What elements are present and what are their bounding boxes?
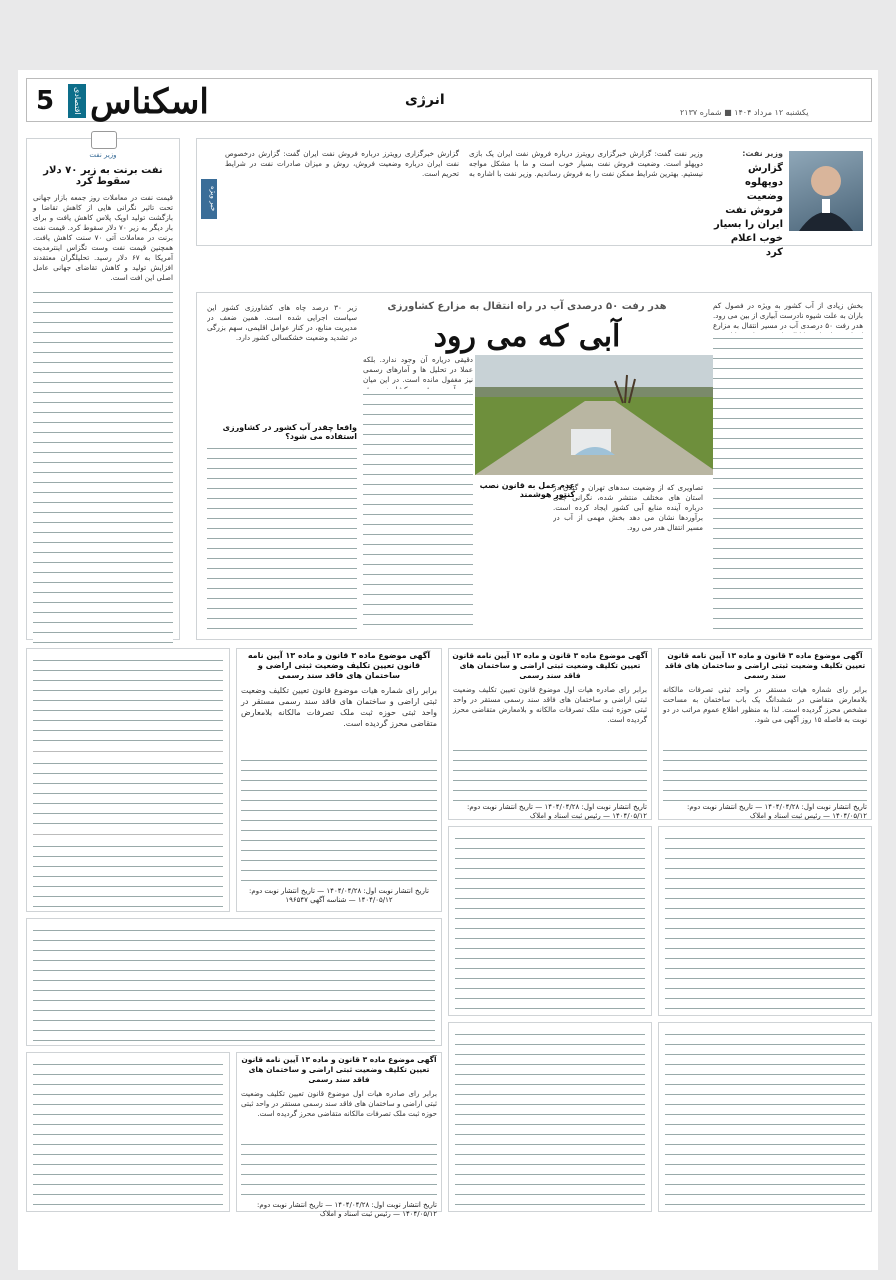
ad-notice-stack <box>26 648 230 912</box>
ad-text-lines <box>33 655 223 745</box>
ad-notice <box>448 1022 652 1212</box>
lead-kicker: وزیر نفت: <box>742 149 783 158</box>
main-col-1-lines <box>713 333 863 629</box>
ad-text-lines <box>663 745 867 801</box>
main-subhead-2: واقعا چقدر آب کشور در کشاورزی استفاده می شود؟ <box>222 423 357 441</box>
page-number: 5 <box>36 86 55 116</box>
ad-text-lines <box>33 758 223 828</box>
ad-notice <box>448 826 652 1016</box>
ad-title: آگهی موضوع ماده ۳ قانون و ماده ۱۳ آیین نامه قانون تعیین تکلیف وضعیت ثبتی اراضی و ساختمان های فاقد سند رسمی <box>241 1055 437 1084</box>
main-subhead-1: عدم عمل به قانون نصب کنتور هوشمند <box>479 481 575 499</box>
ad-notice <box>236 1052 442 1218</box>
ad-notice <box>658 1022 872 1212</box>
brand-logo: اسکناس <box>90 82 209 122</box>
minister-photo <box>789 151 863 231</box>
lead-title: گزارش دوپهلوه وضعیت فروش نفت ایران را بسیار خوب اعلام کرد <box>713 163 783 258</box>
ad-footer: تاریخ انتشار نوبت اول: ۱۴۰۴/۰۴/۲۸ — تاریخ انتشار نوبت دوم: ۱۴۰۴/۰۵/۱۲ — رئیس ثبت اسناد و املاک <box>687 803 867 820</box>
column-badge: وزیر نفت <box>89 151 117 159</box>
lead-credit: خبر ویژه <box>201 179 217 219</box>
ad-text-lines <box>241 1139 437 1199</box>
main-col-1: بخش زیادی از آب کشور به ویژه در فصول کم باران به علت شیوه نادرست آبیاری از بین می رود. هدر رفت ۵۰ درصدی آب در مسیر انتقال به مزارع <box>713 301 863 330</box>
main-col-4: زیر ۳۰ درصد چاه های کشاورزی کشور این سیاست اجرایی شده است. همین ضعف در مدیریت منابع، در کنار عوامل اقلیمی، سهم بزرگی در تشدید وضعیت خشکسالی کشور دارد. <box>207 303 357 342</box>
farm-photo <box>475 355 721 475</box>
main-col-3-lines <box>363 389 473 627</box>
ad-title: آگهی موضوع ماده ۳ قانون و ماده ۱۳ آیین نامه قانون تعیین تکلیف وضعیت ثبتی اراضی و ساختمان های فاقد سند رسمی <box>452 651 648 680</box>
ad-notice <box>658 826 872 1016</box>
ad-notice <box>658 648 872 820</box>
divider <box>33 751 223 752</box>
ad-text-lines <box>453 745 647 801</box>
main-story <box>196 292 872 640</box>
columnist-icon <box>91 131 117 149</box>
ad-text-lines <box>33 841 223 911</box>
main-col-4-lines <box>207 443 357 629</box>
main-col-3: دقیقی دریاره آن وجود ندارد. بلکه عملا در تحلیل ها و آمارهای رسمی نیز مغفول مانده است. در این میان <box>363 355 473 384</box>
ad-text-lines <box>455 833 645 1009</box>
issue-date: یکشنبه ۱۲ مرداد ۱۴۰۴ ■ شماره ۲۱۳۷ <box>680 108 809 117</box>
ad-notice-wide <box>26 918 442 1046</box>
irrigation-field-icon <box>475 355 721 475</box>
column-text-lines <box>33 287 173 653</box>
ad-footer: تاریخ انتشار نوبت اول: ۱۴۰۴/۰۴/۲۸ — تاریخ انتشار نوبت دوم: ۱۴۰۴/۰۵/۱۲ — رئیس ثبت اسناد و املاک <box>467 803 647 820</box>
divider <box>33 834 223 835</box>
brand-tagline: اقتصادی ایران <box>68 84 86 118</box>
portrait-icon <box>789 151 863 231</box>
ad-body: برابر رای صادره هیات اول موضوع قانون تعیین تکلیف وضعیت ثبتی اراضی و ساختمان های فاقد سند رسمی مستقر در واحد ثبتی حوزه ثبت ملک تصرفات مالکانه متقاضی محرز گردیده است. <box>241 1089 437 1118</box>
ad-text-lines <box>455 1029 645 1207</box>
main-kicker: هدر رفت ۵۰ درصدی آب در راه انتقال به مزارع کشاورزی <box>387 301 667 312</box>
ad-title: آگهی موضوع ماده ۳ قانون و ماده ۱۳ آیین نامه قانون تعیین تکلیف وضعیت ثبتی اراضی و ساختمان های فاقد سند رسمی <box>247 651 431 680</box>
main-title: آبی که می رود <box>433 319 621 354</box>
ad-body: برابر رای شماره هیات مستقر در واحد ثبتی تصرفات مالکانه بلامعارض متقاضی در ششدانگ یک باب ساختمان به مساحت مشخص محرز گردیده است. لذا به منظور اطلاع عموم مراتب در دو نوبت به فاصله ۱۵ روز آگهی می شود. <box>663 685 867 724</box>
main-col-2: تصاویری که از وضعیت سدهای تهران و گیلان در استان های مختلف منتشر شده، نگرانی جدی درباره آینده منابع آبی کشور ایجاد کرده است. برآوردها نشان می دهد بخش مهمی از آب در مسیر انتقال هدر می رود. <box>553 483 703 532</box>
ad-text-lines <box>241 755 437 885</box>
ad-notice <box>26 1052 230 1212</box>
ad-body: برابر رای شماره هیات موضوع قانون تعیین تکلیف وضعیت ثبتی اراضی و ساختمان های فاقد سند رسمی مستقر در واحد ثبتی حوزه ثبت ملک تصرفات مالکانه بلامعارض متقاضی محرز گردیده است. <box>241 686 437 728</box>
side-column <box>26 138 180 640</box>
ad-body: برابر رای صادره هیات اول موضوع قانون تعیین تکلیف وضعیت ثبتی اراضی و ساختمان های فاقد سند رسمی مستقر در واحد ثبتی حوزه ثبت ملک تصرفات مالکانه و بلامعارض متقاضی محرز گردیده است. <box>453 685 647 724</box>
ad-text-lines <box>33 1059 223 1207</box>
ad-footer: تاریخ انتشار نوبت اول: ۱۴۰۴/۰۴/۲۸ — تاریخ انتشار نوبت دوم: ۱۴۰۴/۰۵/۱۲ — شناسه آگهی ۱۹۶۵۴۷ <box>249 887 429 904</box>
ad-text-lines <box>665 833 865 1009</box>
column-title: نفت برنت به زیر ۷۰ دلار سقوط کرد <box>43 165 163 187</box>
ad-title: آگهی موضوع ماده ۳ قانون و ماده ۱۳ آیین نامه قانون تعیین تکلیف وضعیت ثبتی اراضی و ساختمان های فاقد سند رسمی <box>664 651 866 680</box>
lead-headline-block <box>711 149 783 260</box>
ad-text-lines <box>33 925 435 1041</box>
ad-text-lines <box>665 1029 865 1207</box>
ad-notice <box>236 648 442 912</box>
lead-story <box>196 138 872 258</box>
lead-body: وزیر نفت گفت: گزارش خبرگزاری رویترز درباره فروش نفت ایران یک بازی دوپهلو است. وضعیت فروش نفت بسیار خوب است و ما با مشکل مواجه نیستیم. بهترین شرایط ممکن نفت را به فروش رساندیم. وزیر نفت با اشاره به گزارش خبرگزاری رویترز درباره فروش نفت ایران گفت: گزارش درخصوص نفت ایران درباره وضعیت فروش، روش و میزان صادرات نفت در شرایط تحریم است. <box>225 149 703 178</box>
column-body: قیمت نفت در معاملات روز جمعه بازار جهانی تحت تاثیر نگرانی هایی از کاهش تقاضا و بازگشت تولید اوپک پلاس کاهش یافت و برای بار دیگر به زیر ۷۰ دلار سقوط کرد. قیمت نفت برنت در معاملات آتی ۷۰ سنت کاهش یافت. همچنین قیمت نفت وست تگزاس اینترمدیت آمریکا به ۶۷ دلار رسید. تحلیلگران معتقدند افزایش تولید و کاهش تقاضای جهانی عامل اصلی این افت است. <box>33 193 173 282</box>
ad-footer: تاریخ انتشار نوبت اول: ۱۴۰۴/۰۴/۲۸ — تاریخ انتشار نوبت دوم: ۱۴۰۴/۰۵/۱۲ — رئیس ثبت اسناد و املاک <box>257 1201 437 1218</box>
section-title: انرژی <box>405 92 445 108</box>
ad-notice <box>448 648 652 820</box>
